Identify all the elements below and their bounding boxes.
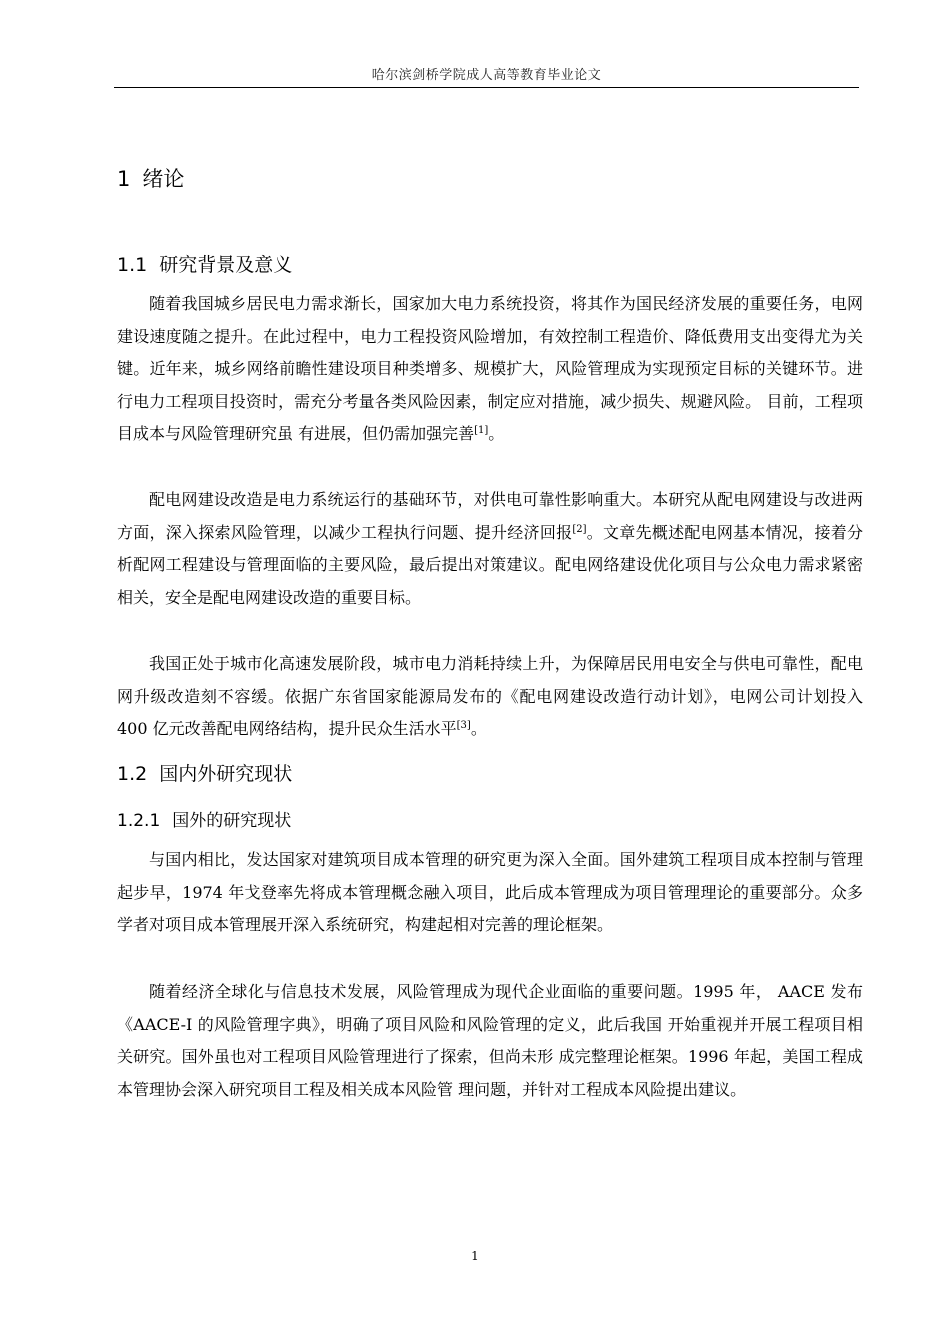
- section-number: 1.2: [117, 763, 148, 785]
- header-divider: [114, 87, 859, 88]
- page-number: 1: [471, 1249, 479, 1263]
- paragraph: 配电网建设改造是电力系统运行的基础环节，对供电可靠性影响重大。本研究从配电网建设与改进两方面，深入探索风险管理，以减少工程执行问题、提升经济回报[2]。文章先概述配电网基本情况，接着分析配网工程建设与管理面临的主要风险，最后提出对策建议。配电网络建设优化项目与公众电力需求紧密相关，安全是配电网建设改造的重要目标。: [117, 490, 863, 607]
- citation-ref: [3]: [456, 720, 471, 731]
- chapter-number: 1: [117, 167, 131, 191]
- paragraph: 与国内相比，发达国家对建筑项目成本管理的研究更为深入全面。国外建筑工程项目成本控制与管理起步早，1974 年戈登率先将成本管理概念融入项目，此后成本管理成为项目管理理论的重要部分。众多学者对项目成本管理展开深入系统研究，构建起相对完善的理论框架。: [117, 850, 863, 934]
- subsection-heading-1-2-1: [117, 806, 291, 831]
- section-number: 1.1: [117, 254, 148, 276]
- paragraph: 我国正处于城市化高速发展阶段，城市电力消耗持续上升，为保障居民用电安全与供电可靠性，配电网升级改造刻不容缓。依据广东省国家能源局发布的《配电网建设改造行动计划》，电网公司计划投入 400 亿元改善配电网络结构，提升民众生活水平[3]。: [117, 654, 863, 738]
- paragraph: 随着我国城乡居民电力需求渐长，国家加大电力系统投资，将其作为国民经济发展的重要任务，电网建设速度随之提升。在此过程中，电力工程投资风险增加，有效控制工程造价、降低费用支出变得尤为关键。近年来，城乡网络前瞻性建设项目种类增多、规模扩大，风险管理成为实现预定目标的关键环节。进行电力工程项目投资时，需充分考量各类风险因素，制定应对措施，减少损失、规避风险。 目前，工程项目成本与风险管理研究虽 有进展，但仍需加强完善[1]。: [117, 294, 863, 443]
- citation-ref: [2]: [572, 523, 587, 535]
- section-heading-1-1: [117, 250, 292, 277]
- subsection-number: 1.2.1: [117, 811, 161, 831]
- subsection-title: 国外的研究现状: [172, 811, 292, 831]
- chapter-heading: [117, 163, 184, 193]
- section-title: 国内外研究现状: [159, 763, 293, 785]
- chapter-title: 绪论: [142, 167, 185, 191]
- paragraph: 随着经济全球化与信息技术发展，风险管理成为现代企业面临的重要问题。1995 年， AACE 发布《AACE-I 的风险管理字典》，明确了项目风险和风险管理的定义，此后我国 开始重视并开展工程项目相关研究。国外虽也对工程项目风险管理进行了探索，但尚未形 成完整理论框架。1996 年起，美国工程成本管理协会深入研究项目工程及相关成本风险管 理问题，并针对工程成本风险提出建议。: [117, 982, 863, 1099]
- running-header: 哈尔滨剑桥学院成人高等教育毕业论文: [371, 68, 602, 83]
- citation-ref: [1]: [474, 425, 489, 436]
- section-title: 研究背景及意义: [159, 254, 293, 276]
- section-heading-1-2: [117, 759, 292, 786]
